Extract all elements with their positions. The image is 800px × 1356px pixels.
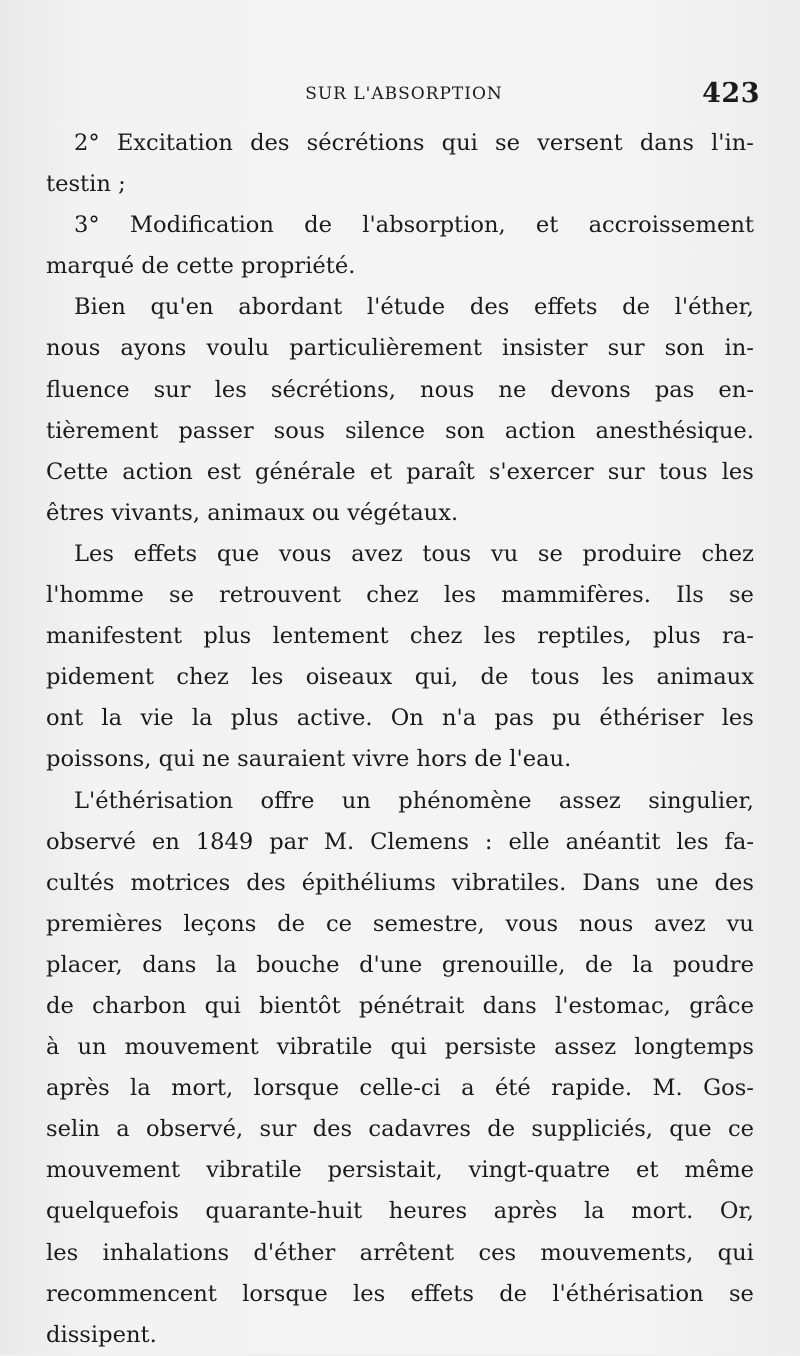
text-line: placer, dans la bouche d'une grenouille, de la poudre xyxy=(46,951,754,978)
text-line: quelquefois quarante-huit heures après la mort. Or, xyxy=(46,1198,754,1225)
text-line: tièrement passer sous silence son action anesthésique. xyxy=(46,417,754,444)
text-line: Bien qu'en abordant l'étude des effets de l'éther, xyxy=(74,294,754,321)
text-line: dissipent. xyxy=(46,1321,157,1348)
text-line: les inhalations d'éther arrêtent ces mouvements, qui xyxy=(46,1239,754,1266)
text-line: recommencent lorsque les effets de l'éthérisation se xyxy=(46,1280,754,1307)
text-line: Les effets que vous avez tous vu se produire chez xyxy=(74,540,754,567)
text-line: êtres vivants, animaux ou végétaux. xyxy=(46,499,459,526)
text-line: pidement chez les oiseaux qui, de tous les animaux xyxy=(46,664,754,691)
text-line: de charbon qui bientôt pénétrait dans l'estomac, grâce xyxy=(46,992,754,1019)
text-line: Cette action est générale et paraît s'exercer sur tous les xyxy=(46,458,754,485)
text-line: ont la vie la plus active. On n'a pas pu éthériser les xyxy=(46,705,754,732)
page-header xyxy=(48,80,760,114)
text-line: manifestent plus lentement chez les reptiles, plus ra- xyxy=(46,623,754,650)
text-line: marqué de cette propriété. xyxy=(46,253,356,280)
text-line: fluence sur les sécrétions, nous ne devons pas en- xyxy=(46,376,754,403)
text-line: observé en 1849 par M. Clemens : elle anéantit les fa- xyxy=(46,828,754,855)
running-head: SUR L'ABSORPTION xyxy=(305,84,503,104)
text-line: 3° Modification de l'absorption, et accroissement xyxy=(74,212,754,239)
text-line: 2° Excitation des sécrétions qui se versent dans l'in- xyxy=(74,130,754,156)
text-line: selin a observé, sur des cadavres de suppliciés, que ce xyxy=(46,1116,754,1143)
text-line: après la mort, lorsque celle-ci a été rapide. M. Gos- xyxy=(46,1075,754,1102)
text-line: à un mouvement vibratile qui persiste assez longtemps xyxy=(46,1034,754,1061)
body-text xyxy=(46,123,754,1356)
text-line: testin ; xyxy=(46,171,126,198)
text-line: nous ayons voulu particulièrement insister sur son in- xyxy=(46,335,754,362)
text-line: mouvement vibratile persistait, vingt-quatre et même xyxy=(46,1157,754,1184)
text-line: premières leçons de ce semestre, vous nous avez vu xyxy=(46,910,754,937)
text-line: l'homme se retrouvent chez les mammifères. Ils se xyxy=(46,582,754,609)
text-line: L'éthérisation offre un phénomène assez singulier, xyxy=(74,787,754,814)
page-number: 423 xyxy=(702,78,760,109)
text-line: cultés motrices des épithéliums vibratiles. Dans une des xyxy=(46,869,754,896)
text-line: poissons, qui ne sauraient vivre hors de l'eau. xyxy=(46,746,572,773)
